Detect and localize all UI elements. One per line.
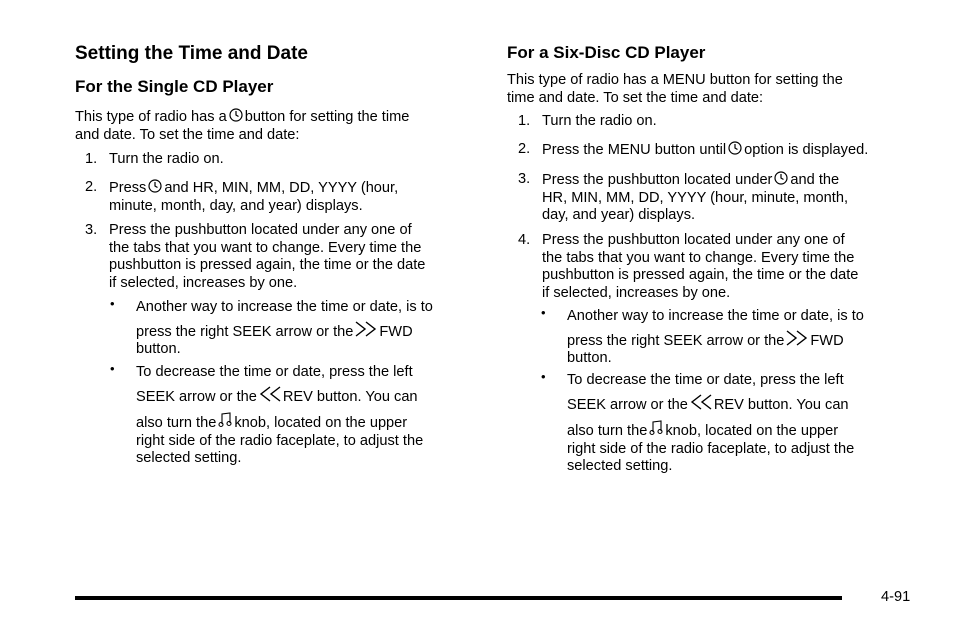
clock-icon <box>148 179 162 193</box>
six-disc-intro: This type of radio has a MENU button for setting the time and date. To set the time and date: <box>507 72 843 106</box>
clock-icon <box>229 108 243 122</box>
single-cd-intro: This type of radio has a button for setting the time and date. To set the time and date: <box>75 109 410 143</box>
bullet-marker: • <box>110 296 115 311</box>
seek-forward-icon <box>786 330 808 346</box>
clock-icon <box>774 171 788 185</box>
page-title: Setting the Time and Date <box>75 43 308 64</box>
seek-forward-icon <box>355 321 377 337</box>
clock-icon <box>728 141 742 155</box>
seek-reverse-icon <box>690 394 712 410</box>
six-disc-heading: For a Six-Disc CD Player <box>507 43 706 62</box>
bullet-marker: • <box>541 369 546 384</box>
music-note-icon <box>218 412 232 428</box>
bullet-marker: • <box>110 361 115 376</box>
music-note-icon <box>649 420 663 436</box>
page-number: 4-91 <box>881 589 911 605</box>
seek-reverse-icon <box>259 386 281 402</box>
footer-rule <box>75 596 842 600</box>
bullet-marker: • <box>541 305 546 320</box>
single-cd-heading: For the Single CD Player <box>75 77 274 96</box>
